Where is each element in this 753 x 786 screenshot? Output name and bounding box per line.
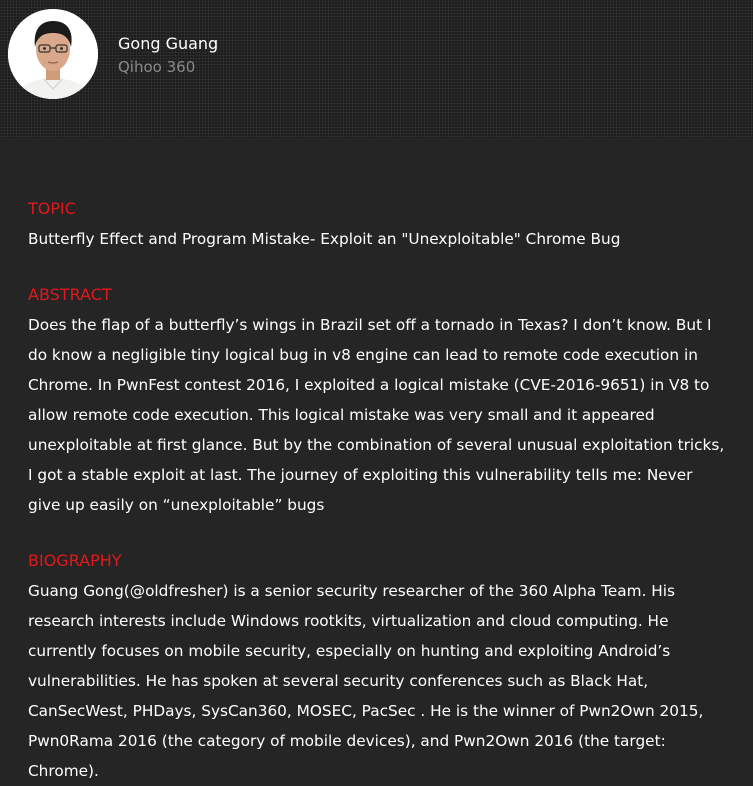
- topic-section: [28, 194, 725, 254]
- speaker-header: [0, 0, 753, 138]
- biography-heading: BIOGRAPHY: [28, 551, 122, 570]
- abstract-section: [28, 280, 725, 520]
- speaker-name: Gong Guang: [118, 34, 219, 53]
- speaker-organization: Qihoo 360: [118, 58, 196, 76]
- biography-section: [28, 546, 725, 786]
- topic-text: Butterfly Effect and Program Mistake- Exploit an "Unexploitable" Chrome Bug: [28, 230, 621, 248]
- biography-text: Guang Gong(@oldfresher) is a senior security researcher of the 360 Alpha Team. His research interests include Windows rootkits, virtualization and cloud computing. He currently focuses on mobile security, especially on hunting and exploiting Android’s vulnerabilities. He has spoken at several security conferences such as Black Hat, CanSecWest, PHDays, SysCan360, MOSEC, PacSec . He is the winner of Pwn2Own 2015, Pwn0Rama 2016 (the category of mobile devices), and Pwn2Own 2016 (the target: Chrome).: [28, 582, 704, 780]
- speaker-avatar: [8, 9, 98, 99]
- person-photo-icon: [8, 9, 98, 99]
- abstract-heading: ABSTRACT: [28, 285, 112, 304]
- topic-heading: TOPIC: [28, 199, 76, 218]
- abstract-text: Does the flap of a butterfly’s wings in Brazil set off a tornado in Texas? I don’t know. But I do know a negligible tiny logical bug in v8 engine can lead to remote code execution in Chrome. In PwnFest contest 2016, I exploited a logical mistake (CVE-2016-9651) in V8 to allow remote code execution. This logical mistake was very small and it appeared unexploitable at first glance. But by the combination of several unusual exploitation tricks, I got a stable exploit at last. The journey of exploiting this vulnerability tells me: Never give up easily on “unexploitable” bugs: [28, 316, 725, 514]
- talk-details: [0, 138, 753, 786]
